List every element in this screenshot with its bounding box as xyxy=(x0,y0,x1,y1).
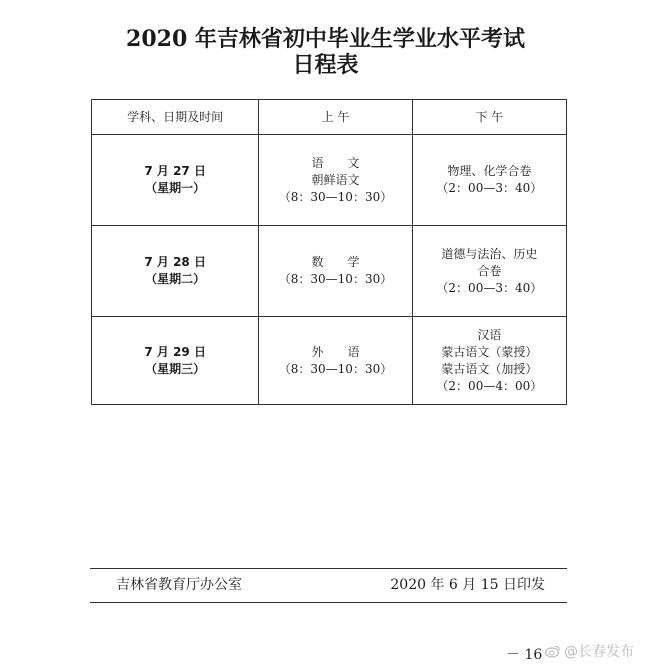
table-row xyxy=(92,135,567,226)
weekday: （星期三） xyxy=(145,361,206,376)
morning-time: （8：30—10：30） xyxy=(278,361,393,376)
morning-subject: 语 文 xyxy=(311,155,360,170)
document-title: 2020 年吉林省初中毕业生学业水平考试 xyxy=(126,26,525,52)
afternoon-time: （2：00—4：00） xyxy=(436,378,543,393)
morning-time: （8：30—10：30） xyxy=(278,272,393,286)
afternoon-time: （2：00—3：40） xyxy=(436,181,543,195)
date: 7 月 28 日 xyxy=(144,255,206,269)
date-cell xyxy=(92,226,259,317)
table-header-row xyxy=(92,100,567,135)
footer-bottom-divider xyxy=(90,602,567,603)
afternoon-cell xyxy=(412,135,566,226)
date: 7 月 27 日 xyxy=(144,164,206,178)
table-row xyxy=(92,317,567,405)
document-subtitle: 日程表 xyxy=(292,52,359,78)
morning-subject: 数 学 xyxy=(311,255,360,269)
footer-top-divider xyxy=(90,568,567,569)
exam-schedule-table xyxy=(91,99,567,405)
table-row xyxy=(92,226,567,317)
header-morning: 上 午 xyxy=(259,100,412,135)
issue-date: 2020 年 6 月 15 日印发 xyxy=(390,577,545,593)
afternoon-subject: 蒙古语文（蒙授） xyxy=(441,344,538,359)
watermark-text: @长春发布 xyxy=(564,644,634,660)
morning-cell xyxy=(259,135,412,226)
weibo-icon xyxy=(545,644,561,658)
morning-time: （8：30—10：30） xyxy=(278,189,393,204)
date: 7 月 29 日 xyxy=(144,344,206,359)
morning-subject: 朝鲜语文 xyxy=(311,172,360,187)
morning-cell xyxy=(259,317,412,405)
afternoon-subject: 合卷 xyxy=(477,263,502,278)
morning-cell xyxy=(259,226,412,317)
date-cell xyxy=(92,135,259,226)
afternoon-cell xyxy=(412,226,566,317)
header-afternoon: 下 午 xyxy=(412,100,566,135)
afternoon-subject: 蒙古语文（加授） xyxy=(441,361,538,376)
date-cell xyxy=(92,317,259,405)
header-subject-date-time: 学科、日期及时间 xyxy=(92,100,259,135)
afternoon-subject: 汉语 xyxy=(477,327,502,342)
afternoon-cell xyxy=(412,317,566,405)
afternoon-time: （2：00—3：40） xyxy=(436,280,543,295)
weibo-watermark xyxy=(545,641,634,661)
morning-subject: 外 语 xyxy=(311,344,360,359)
afternoon-subject: 道德与法治、历史 xyxy=(441,246,538,261)
page-number: － 16 xyxy=(506,647,543,663)
issuer: 吉林省教育厅办公室 xyxy=(116,577,242,593)
weekday: （星期二） xyxy=(145,272,206,286)
afternoon-subject: 物理、化学合卷 xyxy=(447,164,532,178)
weekday: （星期一） xyxy=(145,181,206,195)
